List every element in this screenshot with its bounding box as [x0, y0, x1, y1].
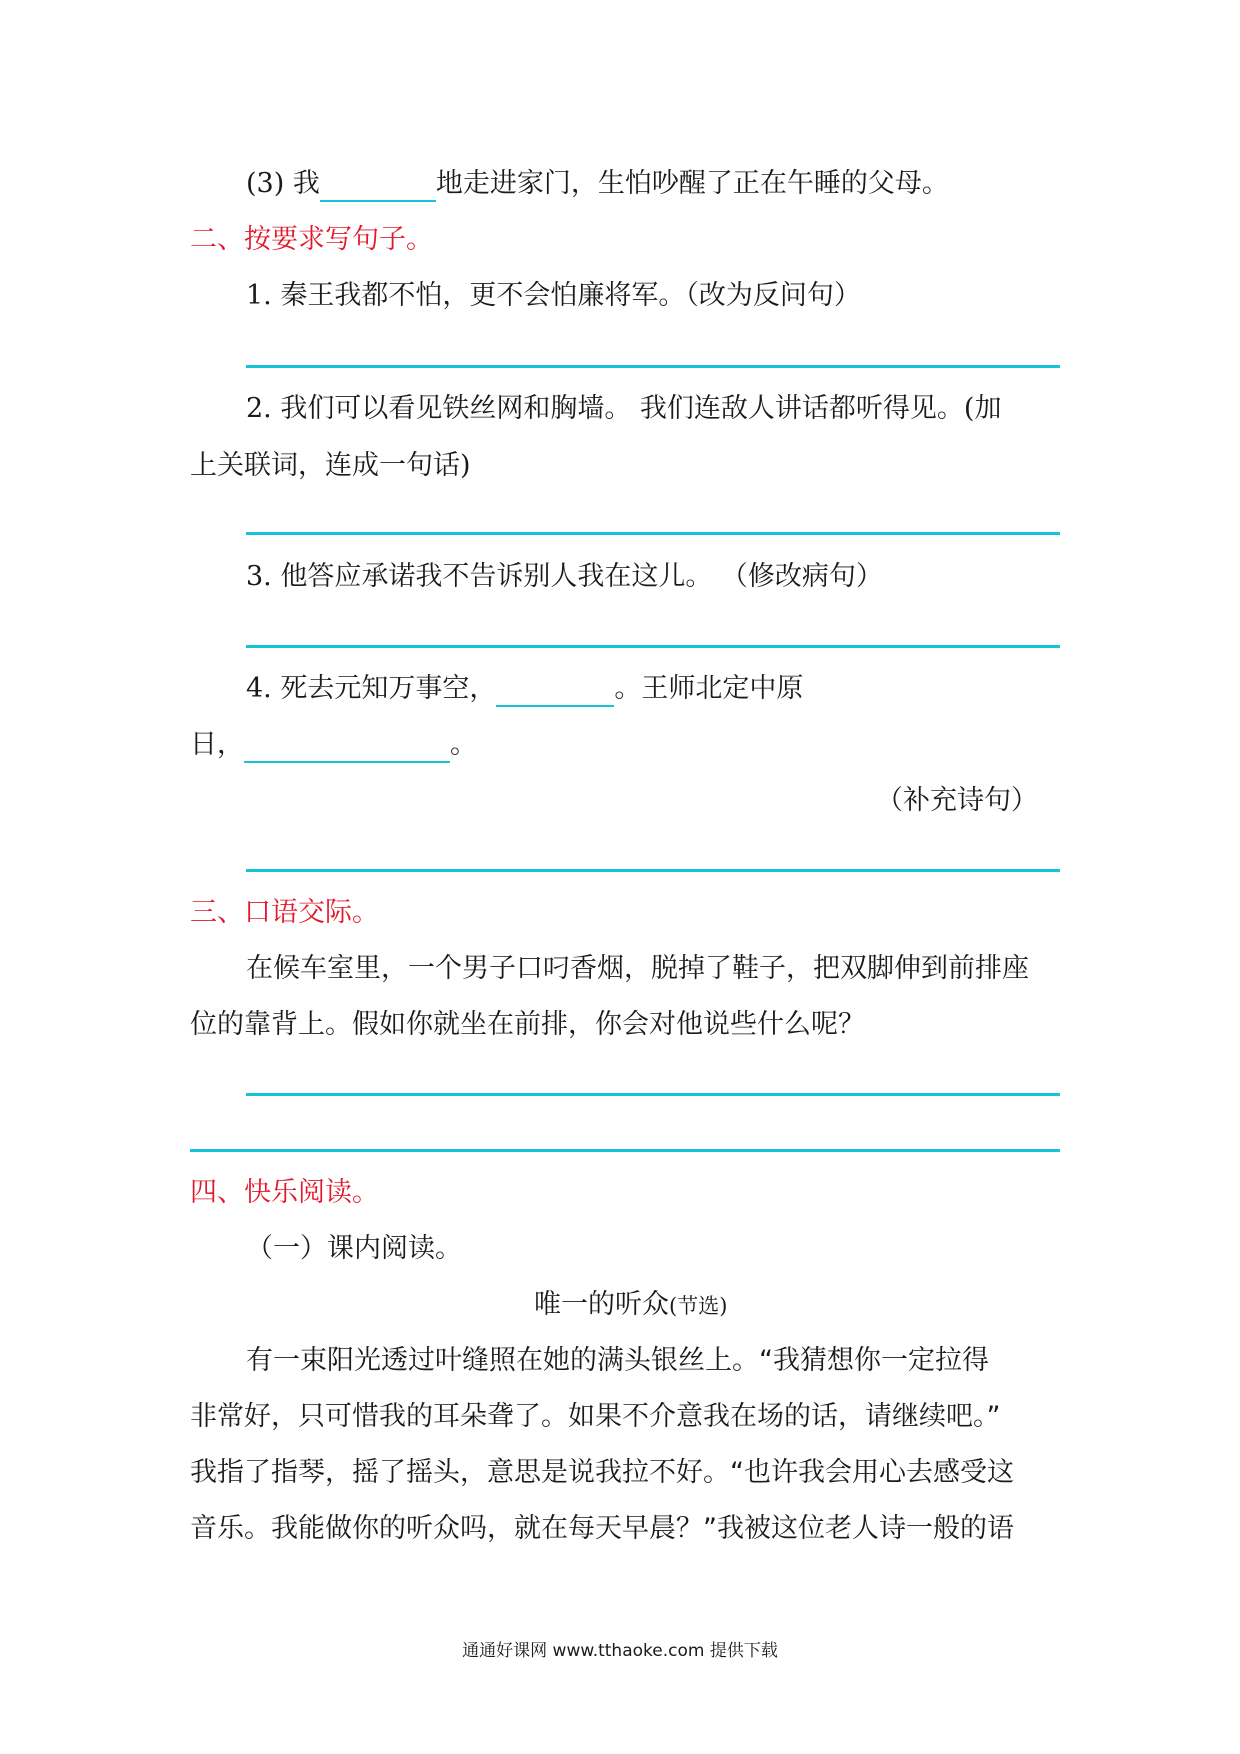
- answer-line-2[interactable]: [246, 532, 1060, 535]
- page-footer: 通通好课网 www.tthaoke.com 提供下载: [462, 1641, 778, 1661]
- section3-line1: 在候车室里，一个男子口叼香烟，脱掉了鞋子，把双脚伸到前排座: [246, 953, 1029, 984]
- item4-blank-1[interactable]: [496, 677, 614, 707]
- section2-item4-line1: [246, 671, 803, 707]
- section2-item4-note: （补充诗句）: [876, 785, 1038, 816]
- article-line-2: 非常好，只可惜我的耳朵聋了。如果不介意我在场的话，请继续吧。”: [190, 1401, 1001, 1432]
- item4-part1: 4. 死去元知万事空，: [246, 673, 497, 704]
- q3-prefix: 我: [292, 168, 320, 199]
- section2-item3: 3. 他答应承诺我不告诉别人我在这儿。 （修改病句）: [246, 561, 883, 592]
- section2-item1: 1. 秦王我都不怕，更不会怕廉将军。（改为反问句）: [246, 280, 861, 311]
- answer-line-5[interactable]: [246, 1093, 1060, 1096]
- item4-part3: 日，: [190, 729, 244, 760]
- article-title: [534, 1287, 727, 1324]
- answer-line-3[interactable]: [246, 645, 1060, 648]
- answer-line-4[interactable]: [246, 869, 1060, 872]
- article-line-4: 音乐。我能做你的听众吗，就在每天早晨？”我被这位老人诗一般的语: [190, 1513, 1014, 1544]
- q3-line: [246, 166, 949, 202]
- q3-answer-blank[interactable]: [320, 172, 436, 202]
- section3-title: 三、口语交际。: [190, 897, 379, 928]
- answer-line-1[interactable]: [246, 365, 1060, 368]
- item4-blank-2[interactable]: [244, 733, 450, 763]
- section4-subtitle: （一）课内阅读。: [246, 1233, 462, 1264]
- section4-title: 四、快乐阅读。: [190, 1177, 379, 1208]
- item4-part2: 。王师北定中原: [614, 673, 804, 704]
- section3-line2: 位的靠背上。假如你就坐在前排，你会对他说些什么呢？: [190, 1009, 865, 1040]
- section2-item2-line2: 上关联词，连成一句话): [190, 450, 471, 481]
- article-title-note: (节选): [669, 1294, 728, 1318]
- answer-line-6[interactable]: [190, 1149, 1060, 1152]
- q3-suffix: 地走进家门，生怕吵醒了正在午睡的父母。: [435, 168, 949, 199]
- article-line-1: 有一束阳光透过叶缝照在她的满头银丝上。“我猜想你一定拉得: [246, 1345, 989, 1376]
- q3-number: (3): [246, 168, 285, 199]
- article-line-3: 我指了指琴，摇了摇头，意思是说我拉不好。“也许我会用心去感受这: [190, 1457, 1014, 1488]
- item4-part4: 。: [450, 729, 477, 760]
- section2-item2-line1: 2. 我们可以看见铁丝网和胸墙。 我们连敌人讲话都听得见。(加: [246, 393, 1002, 424]
- section2-item4-line2: [190, 727, 477, 763]
- section2-title: 二、按要求写句子。: [190, 224, 433, 255]
- article-title-text: 唯一的听众: [534, 1289, 669, 1320]
